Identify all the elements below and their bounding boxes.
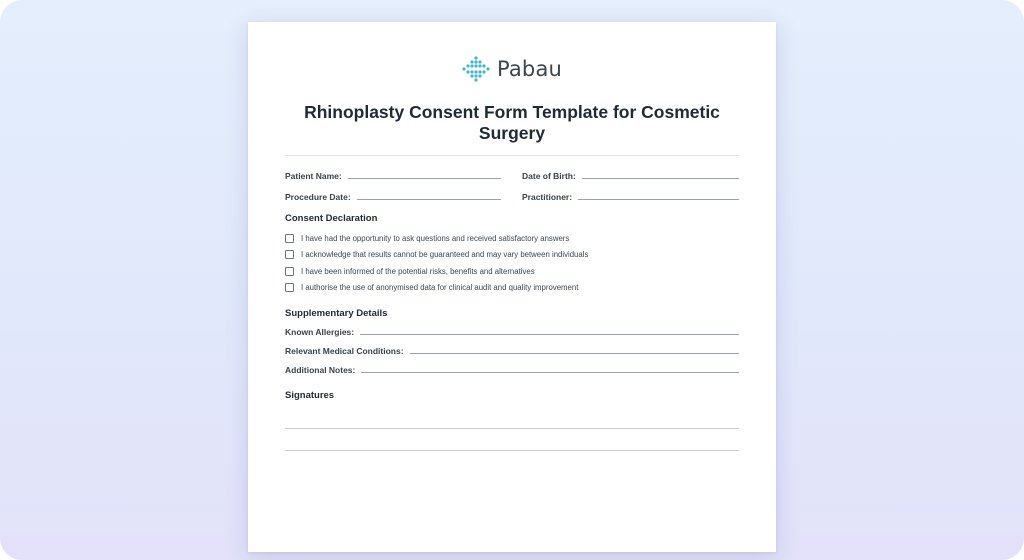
pabau-logo-icon	[462, 56, 490, 82]
signatures-heading: Signatures	[285, 390, 335, 401]
consent-item-text: I have had the opportunity to ask questions and received satisfactory answers	[301, 234, 570, 243]
signature-line[interactable]	[285, 450, 739, 451]
document-title: Rhinoplasty Consent Form Template for Cosmetic Surgery	[304, 102, 720, 143]
consent-item[interactable]	[285, 267, 535, 276]
consent-item[interactable]	[285, 283, 578, 292]
additional-notes-label: Additional Notes:	[285, 365, 356, 375]
consent-declaration-heading: Consent Declaration	[285, 213, 378, 224]
relevant-conditions-label: Relevant Medical Conditions:	[285, 346, 404, 356]
consent-checkbox[interactable]	[285, 267, 294, 276]
date-of-birth-label: Date of Birth:	[522, 171, 576, 181]
consent-item-text: I authorise the use of anonymised data for clinical audit and quality improvement	[301, 283, 579, 292]
procedure-date-field[interactable]	[285, 192, 501, 202]
additional-notes-line[interactable]	[361, 371, 739, 373]
procedure-date-line[interactable]	[357, 198, 501, 200]
consent-item[interactable]	[285, 234, 569, 243]
title-divider	[285, 155, 739, 156]
known-allergies-label: Known Allergies:	[285, 327, 355, 337]
practitioner-line[interactable]	[578, 198, 739, 200]
patient-name-field[interactable]	[285, 171, 501, 181]
relevant-conditions-line[interactable]	[410, 352, 739, 354]
consent-checkbox[interactable]	[285, 283, 294, 292]
additional-notes-field[interactable]	[285, 365, 739, 375]
consent-item[interactable]	[285, 250, 588, 259]
relevant-conditions-field[interactable]	[285, 346, 739, 356]
signature-line[interactable]	[285, 428, 739, 429]
date-of-birth-field[interactable]	[522, 171, 739, 181]
consent-item-text: I acknowledge that results cannot be guaranteed and may vary between individuals	[301, 250, 589, 259]
known-allergies-line[interactable]	[360, 333, 739, 335]
supplementary-details-heading: Supplementary Details	[285, 308, 388, 319]
brand-name: Pabau	[496, 57, 563, 81]
procedure-date-label: Procedure Date:	[285, 192, 351, 202]
known-allergies-field[interactable]	[285, 327, 739, 337]
patient-name-label: Patient Name:	[285, 171, 342, 181]
consent-checkbox[interactable]	[285, 250, 294, 259]
date-of-birth-line[interactable]	[582, 177, 739, 179]
practitioner-field[interactable]	[522, 192, 739, 202]
practitioner-label: Practitioner:	[522, 192, 573, 202]
consent-checkbox[interactable]	[285, 234, 294, 243]
brand-header	[248, 56, 776, 82]
patient-name-line[interactable]	[348, 177, 501, 179]
consent-form-document	[248, 22, 776, 552]
consent-item-text: I have been informed of the potential risks, benefits and alternatives	[301, 267, 535, 276]
